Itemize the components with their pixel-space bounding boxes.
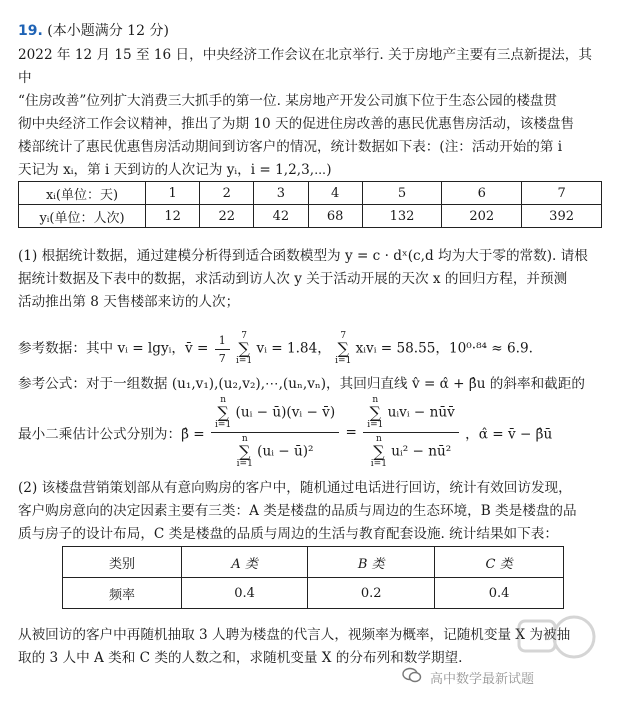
summation-symbol: 7 ∑ i=1 <box>236 331 253 366</box>
table-cell: 202 <box>442 205 522 228</box>
fraction-denominator <box>211 433 339 469</box>
table-cell: C 类 <box>435 547 564 578</box>
sum-upper: n <box>375 434 382 444</box>
ref-part2: vᵢ = 1.84， <box>256 340 331 357</box>
sum-upper: n <box>220 395 226 405</box>
table-cell: 68 <box>308 205 362 228</box>
ref-label: 参考数据：其中 vᵢ = lgyᵢ，v̄ = <box>18 340 209 357</box>
table-cell: 7 <box>522 182 602 205</box>
table-cell: 42 <box>254 205 308 228</box>
sum-lower: i=1 <box>370 459 387 469</box>
summation-symbol: n ∑ i=1 <box>367 395 384 430</box>
sum-upper: 7 <box>241 331 247 341</box>
fraction-one-seventh <box>215 334 230 365</box>
part1-line: 活动推出第 8 天售楼部来访的人次； <box>18 294 240 310</box>
part2-line: 质与房子的设计布局，C 类是楼盘的品质与周边的生活与教育配套设施. 统计结果如下表： <box>18 526 558 542</box>
part1-paragraph <box>18 245 603 314</box>
fraction-denominator <box>363 433 459 469</box>
f2-numerator: uᵢvᵢ − nūv̄ <box>387 404 455 421</box>
intro-paragraph <box>18 44 603 182</box>
intro-line: 彻中央经济工作会议精神，推出了为期 10 天的促进住房改善的惠民优惠售房活动，该楼盘售 <box>18 116 575 132</box>
summation-symbol: n ∑ i=1 <box>236 434 253 469</box>
table-row <box>19 205 602 228</box>
fraction-numerator <box>363 396 459 433</box>
intro-line: 天记为 xᵢ，第 i 天到访的人次记为 yᵢ，i = 1,2,3,⋯) <box>18 162 332 178</box>
question-number: 19. <box>18 23 43 39</box>
sum-lower: i=1 <box>367 420 384 430</box>
visit-data-table <box>18 181 602 228</box>
beta-fraction-1 <box>211 396 339 469</box>
fraction-numerator <box>211 396 339 433</box>
frequency-header: 频率 <box>63 578 182 609</box>
table-cell: 1 <box>146 182 200 205</box>
reference-data <box>18 332 533 366</box>
table-cell: 3 <box>254 182 308 205</box>
alpha-formula: ，α̂ = v̄ − β̂ū <box>465 426 553 443</box>
table-cell: 2 <box>200 182 254 205</box>
formula-intro: 参考公式：对于一组数据 (u₁,v₁),(u₂,v₂),⋯,(uₙ,vₙ)，其回归直线 v̂ = α̂ + β̂u 的斜率和截距的 <box>18 376 585 392</box>
f1-denominator: (uᵢ − ū)² <box>257 443 314 460</box>
table-row <box>19 182 602 205</box>
table-cell: 6 <box>442 182 522 205</box>
part2-line: 取的 3 人中 A 类和 C 类的人数之和，求随机变量 X 的分布列和数学期望. <box>18 650 463 666</box>
wechat-icon <box>402 665 422 685</box>
table-cell: 0.2 <box>308 578 435 609</box>
table-cell: 5 <box>362 182 442 205</box>
part2-paragraph <box>18 477 603 546</box>
row-header-y: yᵢ(单位：人次) <box>19 205 146 228</box>
part2-line: (2) 该楼盘营销策划部从有意向购房的客户中，随机通过电话进行回访，统计有效回访发现， <box>18 480 572 496</box>
part2-line: 从被回访的客户中再随机抽取 3 人聘为楼盘的代言人，视频率为概率，记随机变量 X 为被抽 <box>18 627 571 643</box>
sum-lower: i=1 <box>335 356 352 366</box>
watermark-text: 高中数学最新试题 <box>430 672 535 687</box>
table-row <box>63 578 564 609</box>
table-cell: 22 <box>200 205 254 228</box>
table-cell: B 类 <box>308 547 435 578</box>
sum-upper: 7 <box>340 331 347 341</box>
summation-symbol: n ∑ i=1 <box>370 434 387 469</box>
table-cell: 0.4 <box>435 578 564 609</box>
question-header <box>18 20 169 40</box>
beta-fraction-2 <box>363 396 459 469</box>
ref-part3: xᵢvᵢ = 58.55，10⁰·⁸⁴ ≈ 6.9. <box>355 340 533 357</box>
fraction-denominator: 7 <box>218 351 226 365</box>
sum-upper: n <box>241 434 248 444</box>
f1-numerator: (uᵢ − ū)(vᵢ − v̄) <box>235 404 336 421</box>
table-cell: 392 <box>522 205 602 228</box>
part2-line: 客户购房意向的决定因素主要有三类：A 类是楼盘的品质与周边的生态环境，B 类是楼盘的品 <box>18 503 577 519</box>
intro-line: “住房改善”位列扩大消费三大抓手的第一位. 某房地产开发公司旗下位于生态公园的楼盘贯 <box>18 93 558 109</box>
table-cell: 132 <box>362 205 442 228</box>
table-cell: 12 <box>146 205 200 228</box>
table-cell: A 类 <box>182 547 308 578</box>
category-header: 类别 <box>63 547 182 578</box>
part1-line: (1) 根据统计数据，通过建模分析得到适合函数模型为 y = c · dˣ(c,d 均为大于零的常数). 请根 <box>18 248 588 264</box>
sum-lower: i=1 <box>215 420 232 430</box>
part1-line: 据统计数据及下表中的数据，求活动到访人次 y 关于活动开展的天次 x 的回归方程，并预测 <box>18 271 568 287</box>
score-note: (本小题满分 12 分) <box>47 23 169 39</box>
formula-label: 最小二乘估计公式分别为：β̂ = <box>18 426 205 443</box>
least-squares-formula: 最小二乘估计公式分别为：β̂ = n ∑ i=1 (uᵢ − ū)(vᵢ − v̄) n ∑ i=1 (uᵢ − ū)² = n ∑ i=1 uᵢvᵢ − nūv̄ n ∑ i=1 uᵢ² − nū² ，α̂ = v̄ − β̂ū <box>18 395 553 469</box>
table-row <box>63 547 564 578</box>
fraction-numerator: 1 <box>215 334 230 350</box>
sum-lower: i=1 <box>236 459 253 469</box>
sum-upper: n <box>372 395 379 405</box>
table-cell: 4 <box>308 182 362 205</box>
summation-symbol: 7 ∑ i=1 <box>335 331 352 366</box>
sum-lower: i=1 <box>236 356 253 366</box>
category-frequency-table <box>62 546 564 609</box>
f2-denominator: uᵢ² − nū² <box>391 443 452 460</box>
table-cell: 0.4 <box>182 578 308 609</box>
summation-symbol: n ∑ i=1 <box>215 395 232 430</box>
intro-line: 2022 年 12 月 15 至 16 日，中央经济工作会议在北京举行. 关于房地产主要有三点新提法，其中 <box>18 47 592 86</box>
row-header-x: xᵢ(单位：天) <box>19 182 146 205</box>
intro-line: 楼部统计了惠民优惠售房活动期间到访客户的情况，统计数据如下表：(注：活动开始的第 i <box>18 139 563 155</box>
